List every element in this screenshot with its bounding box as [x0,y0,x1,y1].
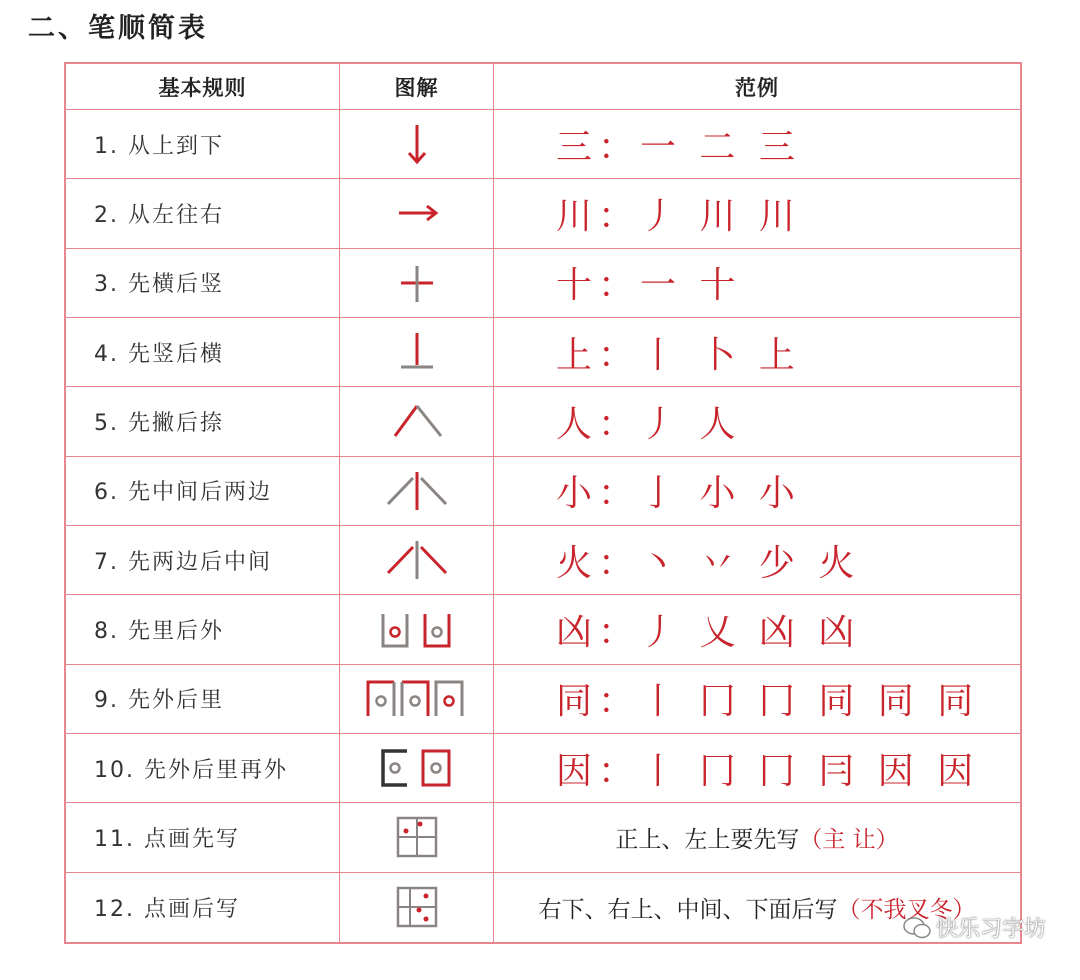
example-text: 火：丶 丷 少 火 [556,542,861,584]
diagram-cell [340,734,494,803]
rule-cell: 1. 从上到下 [66,110,340,179]
example-cell [494,803,1020,872]
rule-cell: 6. 先中间后两边 [66,457,340,526]
dot-last-grid-icon [392,882,442,932]
down-arrow-icon [387,119,447,169]
rule-cell: 5. 先撇后捺 [66,387,340,456]
rule-cell: 11. 点画先写 [66,803,340,872]
note-text: 正上、左上要先写 [615,826,800,853]
example-cell [494,457,1020,526]
example-text: 三：一 二 三 [556,126,801,168]
example-cell [494,179,1020,248]
outside-inside-close-icon [377,743,457,793]
example-cell [494,110,1020,179]
example-cell [494,734,1020,803]
wechat-icon [902,915,932,941]
diagram-cell [340,595,494,664]
middle-first-icon [382,466,452,516]
example-text: 同：丨 冂 冂 同 同 同 [556,681,980,723]
example-text: 上：丨 卜 上 [556,334,801,376]
diagram-cell [340,110,494,179]
example-cell [494,387,1020,456]
header-diagram: 图解 [340,64,494,110]
diagram-cell [340,526,494,595]
example-cell [494,665,1020,734]
rule-cell: 3. 先横后竖 [66,249,340,318]
example-cell [494,318,1020,387]
inside-first-icon [377,604,457,654]
outside-first-icon [362,674,472,724]
sides-first-icon [382,535,452,585]
rule-cell: 9. 先外后里 [66,665,340,734]
example-text: 小：亅 小 小 [556,473,801,515]
diagram-cell [340,873,494,942]
diagram-cell [340,249,494,318]
rule-cell: 7. 先两边后中间 [66,526,340,595]
header-rule: 基本规则 [66,64,340,110]
example-text: 川：丿 川 川 [556,195,801,237]
rule-cell: 12. 点画后写 [66,873,340,942]
rule-cell: 8. 先里后外 [66,595,340,664]
header-example: 范例 [494,64,1020,110]
example-text: 十：一 十 [556,265,742,307]
right-arrow-icon [387,188,447,238]
diagram-cell [340,665,494,734]
example-text: 凶：丿 乂 凶 凶 [556,611,861,653]
watermark-text: 快乐习字坊 [935,917,1046,942]
pie-na-icon [387,396,447,446]
example-cell [494,526,1020,595]
note-example-chars: （不我叉冬） [837,896,976,923]
example-text: 人：丿 人 [556,403,742,445]
cross-icon [387,258,447,308]
note-example-chars: （主 让） [799,826,899,853]
rule-cell: 2. 从左往右 [66,179,340,248]
rule-cell: 10. 先外后里再外 [66,734,340,803]
diagram-cell [340,457,494,526]
stroke-order-table [64,62,1022,944]
watermark [902,912,1046,943]
example-cell [494,249,1020,318]
diagram-cell [340,179,494,248]
dot-first-grid-icon [392,812,442,862]
example-cell [494,595,1020,664]
diagram-cell [340,387,494,456]
diagram-cell [340,318,494,387]
diagram-cell [340,803,494,872]
rule-cell: 4. 先竖后横 [66,318,340,387]
up-tack-icon [387,327,447,377]
example-text: 因：丨 冂 冂 冃 因 因 [556,750,980,792]
section-title: 二、笔顺简表 [28,13,208,44]
note-text: 右下、右上、中间、下面后写 [538,896,838,923]
